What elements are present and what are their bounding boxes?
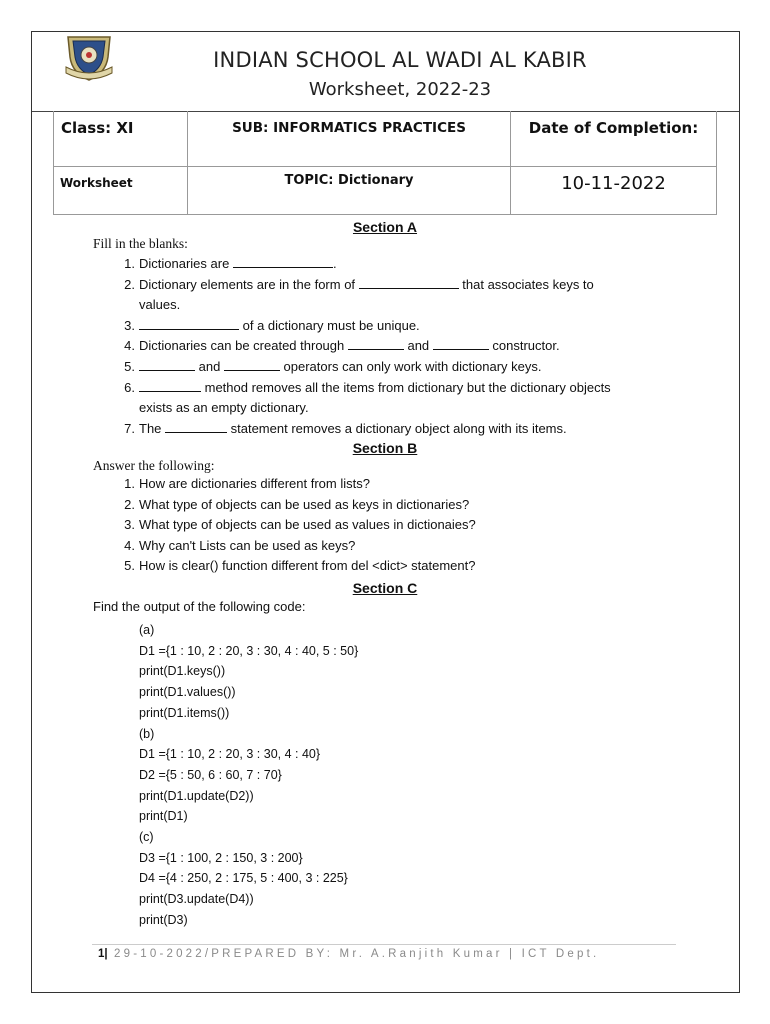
section-a-list [124, 254, 611, 439]
code-line: D4 ={4 : 250, 2 : 175, 5 : 400, 3 : 225} [139, 871, 348, 886]
item-text: What type of objects can be used as keys in dictionaries? [139, 496, 470, 512]
blank-line [233, 255, 333, 268]
subject-cell [188, 111, 511, 166]
item-number: 6. [124, 379, 135, 395]
section-a-title: Section A [352, 219, 418, 235]
section-a-item [124, 378, 611, 419]
school-crest-logo [62, 33, 116, 83]
item-number: 1. [124, 476, 135, 491]
blank-line [224, 358, 280, 371]
section-a-item [124, 254, 611, 275]
section-a-item [124, 336, 611, 357]
item-number: 1. [124, 256, 135, 271]
blank-line [165, 420, 227, 433]
code-line: D2 ={5 : 50, 6 : 60, 7 : 70} [139, 767, 282, 782]
section-b-intro: Answer the following: [93, 458, 215, 473]
item-number: 7. [124, 420, 135, 436]
item-number: 4. [124, 338, 135, 354]
item-text: Dictionary elements are in the form of [139, 276, 359, 292]
item-text: The [139, 420, 166, 436]
footer-text: 29-10-2022/PREPARED BY: Mr. A.Ranjith Kumar | ICT Dept. [114, 948, 600, 960]
item-text: Why can't Lists can be used as keys? [139, 537, 356, 553]
blank-line [139, 358, 195, 371]
section-b-item [124, 536, 476, 557]
item-number: 5. [124, 358, 135, 374]
item-number: 3. [124, 317, 135, 333]
section-b-title: Section B [352, 440, 418, 456]
section-a-item [124, 357, 611, 378]
item-text: Dictionaries are [139, 256, 233, 271]
section-c-title: Section C [352, 580, 418, 596]
item-text: that associates keys to [458, 276, 594, 292]
item-text: constructor. [488, 338, 560, 354]
blank-line [348, 337, 404, 350]
code-line: print(D1.items()) [139, 705, 230, 720]
section-a-item [124, 275, 611, 316]
item-number: 5. [124, 558, 135, 574]
section-b-item [124, 495, 476, 516]
class-label: Class: XI [61, 119, 134, 137]
worksheet-label: Worksheet [60, 175, 133, 190]
item-number: 3. [124, 517, 135, 533]
code-line: print(D3) [139, 912, 188, 927]
section-b-item [124, 556, 476, 577]
code-line: print(D1.update(D2)) [139, 788, 254, 803]
section-a-item [124, 316, 611, 337]
code-line: (b) [139, 726, 155, 741]
section-a-intro: Fill in the blanks: [93, 236, 188, 251]
code-line: D1 ={1 : 10, 2 : 20, 3 : 30, 4 : 40} [139, 747, 321, 762]
code-line: print(D1.values()) [139, 685, 236, 700]
item-text: How is clear() function different from del <dict> statement? [139, 558, 476, 574]
date-value: 10-11-2022 [561, 172, 666, 194]
worksheet-cell [54, 166, 188, 215]
code-line: print(D1.keys()) [139, 664, 226, 679]
page-footer [98, 948, 599, 960]
topic-label: TOPIC: Dictionary [284, 172, 414, 188]
section-b-item [124, 515, 476, 536]
code-line: print(D1) [139, 809, 188, 824]
code-line: D1 ={1 : 10, 2 : 20, 3 : 30, 4 : 40, 5 : 50} [139, 643, 359, 658]
page-number: 1| [98, 948, 108, 960]
item-text: . [332, 256, 337, 271]
code-line: print(D3.update(D4)) [139, 892, 254, 907]
blank-line [139, 379, 201, 392]
item-text: of a dictionary must be unique. [239, 317, 420, 333]
school-name: INDIAN SCHOOL AL WADI AL KABIR [213, 48, 587, 72]
section-b-item [124, 474, 476, 495]
subject-label: SUB: INFORMATICS PRACTICES [232, 120, 466, 136]
topic-cell [188, 166, 511, 215]
worksheet-year: Worksheet, 2022-23 [308, 79, 492, 100]
code-line: (a) [139, 623, 155, 637]
blank-line [139, 317, 239, 330]
info-table [53, 111, 717, 215]
item-continuation: exists as an empty dictionary. [139, 400, 309, 416]
section-a-item [124, 419, 611, 440]
section-b-list [124, 474, 476, 577]
code-line: D3 ={1 : 100, 2 : 150, 3 : 200} [139, 850, 303, 865]
item-text: What type of objects can be used as values in dictionaies? [139, 517, 476, 533]
blank-line [359, 276, 459, 289]
code-block [139, 620, 358, 931]
date-label-cell [511, 111, 717, 166]
footer-divider [92, 944, 676, 945]
item-number: 2. [124, 496, 135, 512]
item-number: 4. [124, 537, 135, 553]
item-text: and [403, 338, 433, 354]
item-text: and [195, 358, 224, 374]
blank-line [433, 337, 489, 350]
date-value-cell [511, 166, 717, 215]
item-continuation: values. [139, 297, 181, 313]
code-line: (c) [139, 830, 154, 845]
item-number: 2. [124, 276, 135, 292]
item-text: operators can only work with dictionary keys. [279, 358, 542, 374]
item-text: Dictionaries can be created through [139, 338, 348, 354]
item-text: statement removes a dictionary object along with its items. [227, 420, 567, 436]
section-c-intro: Find the output of the following code: [93, 599, 306, 614]
item-text: How are dictionaries different from lists? [139, 476, 370, 491]
date-of-completion-label: Date of Completion: [528, 119, 699, 137]
class-cell [54, 111, 188, 166]
item-text: method removes all the items from dictionary but the dictionary objects [201, 379, 611, 395]
